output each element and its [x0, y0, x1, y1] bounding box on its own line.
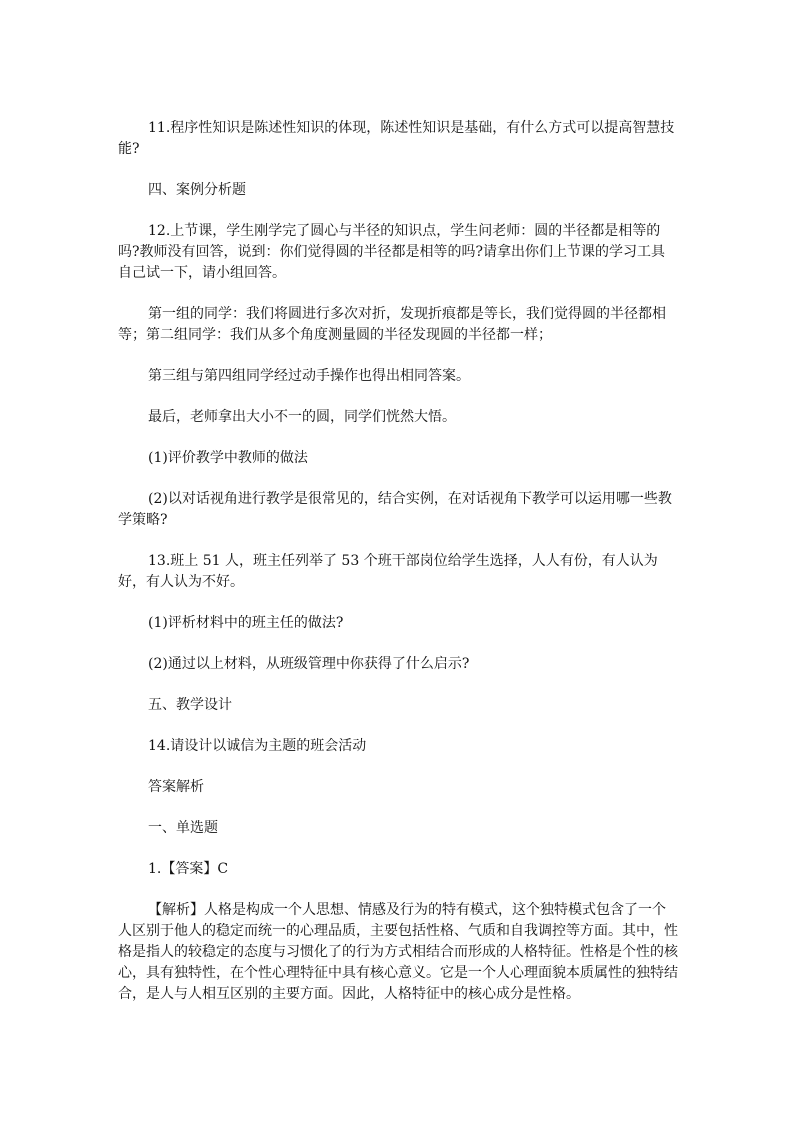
- case-paragraph-groups-3-4: 第三组与第四组同学经过动手操作也得出相同答案。: [148, 368, 470, 384]
- section-heading-case-analysis: 四、案例分析题: [148, 182, 246, 198]
- case-paragraph-groups-1-2: 第一组的同学：我们将圆进行多次对折，发现折痕都是等长，我们觉得圆的半径都相等；第二组同学：我们从多个角度测量圆的半径发现圆的半径都一样；: [118, 306, 666, 343]
- section-heading-single-choice: 一、单选题: [148, 820, 218, 836]
- question-12-part-2: (2)以对话视角进行教学是很常见的，结合实例，在对话视角下教学可以运用哪一些教学策略?: [118, 491, 672, 528]
- section-heading-teaching-design: 五、教学设计: [148, 697, 232, 713]
- question-13-part-1: (1)评析材料中的班主任的做法?: [148, 615, 344, 631]
- answer-1-explanation: 【解析】人格是构成一个人思想、情感及行为的特有模式，这个独特模式包含了一个人区别于他人的稳定而统一的心理品质，主要包括性格、气质和自我调控等方面。其中，性格是指人的较稳定的态度与习惯化了的行为方式相结合而形成的人格特征。性格是个性的核心，具有独特性，在个性心理特征中具有核心意义。它是一个人心理面貌本质属性的独特结合，是人与人相互区别的主要方面。因此，人格特征中的核心成分是性格。: [118, 902, 678, 1002]
- answers-heading: 答案解析: [148, 779, 204, 795]
- question-12-part-1: (1)评价教学中教师的做法: [148, 450, 308, 466]
- question-12: 12.上节课，学生刚学完了圆心与半径的知识点，学生问老师：圆的半径都是相等的吗?教师没有回答，说到：你们觉得圆的半径都是相等的吗?请拿出你们上节课的学习工具自己试一下，请小组回答。: [118, 223, 666, 281]
- question-14: 14.请设计以诚信为主题的班会活动: [148, 738, 367, 754]
- question-13-part-2: (2)通过以上材料，从班级管理中你获得了什么启示?: [148, 656, 470, 672]
- question-13: 13.班上 51 人，班主任列举了 53 个班干部岗位给学生选择，人人有份，有人认为好，有人认为不好。: [118, 553, 658, 590]
- question-11: 11.程序性知识是陈述性知识的体现，陈述性知识是基础，有什么方式可以提高智慧技能?: [118, 120, 675, 157]
- answer-1: 1.【答案】C: [148, 861, 229, 877]
- case-paragraph-conclusion: 最后，老师拿出大小不一的圆，同学们恍然大悟。: [148, 409, 456, 425]
- document-page: [118, 112, 678, 1005]
